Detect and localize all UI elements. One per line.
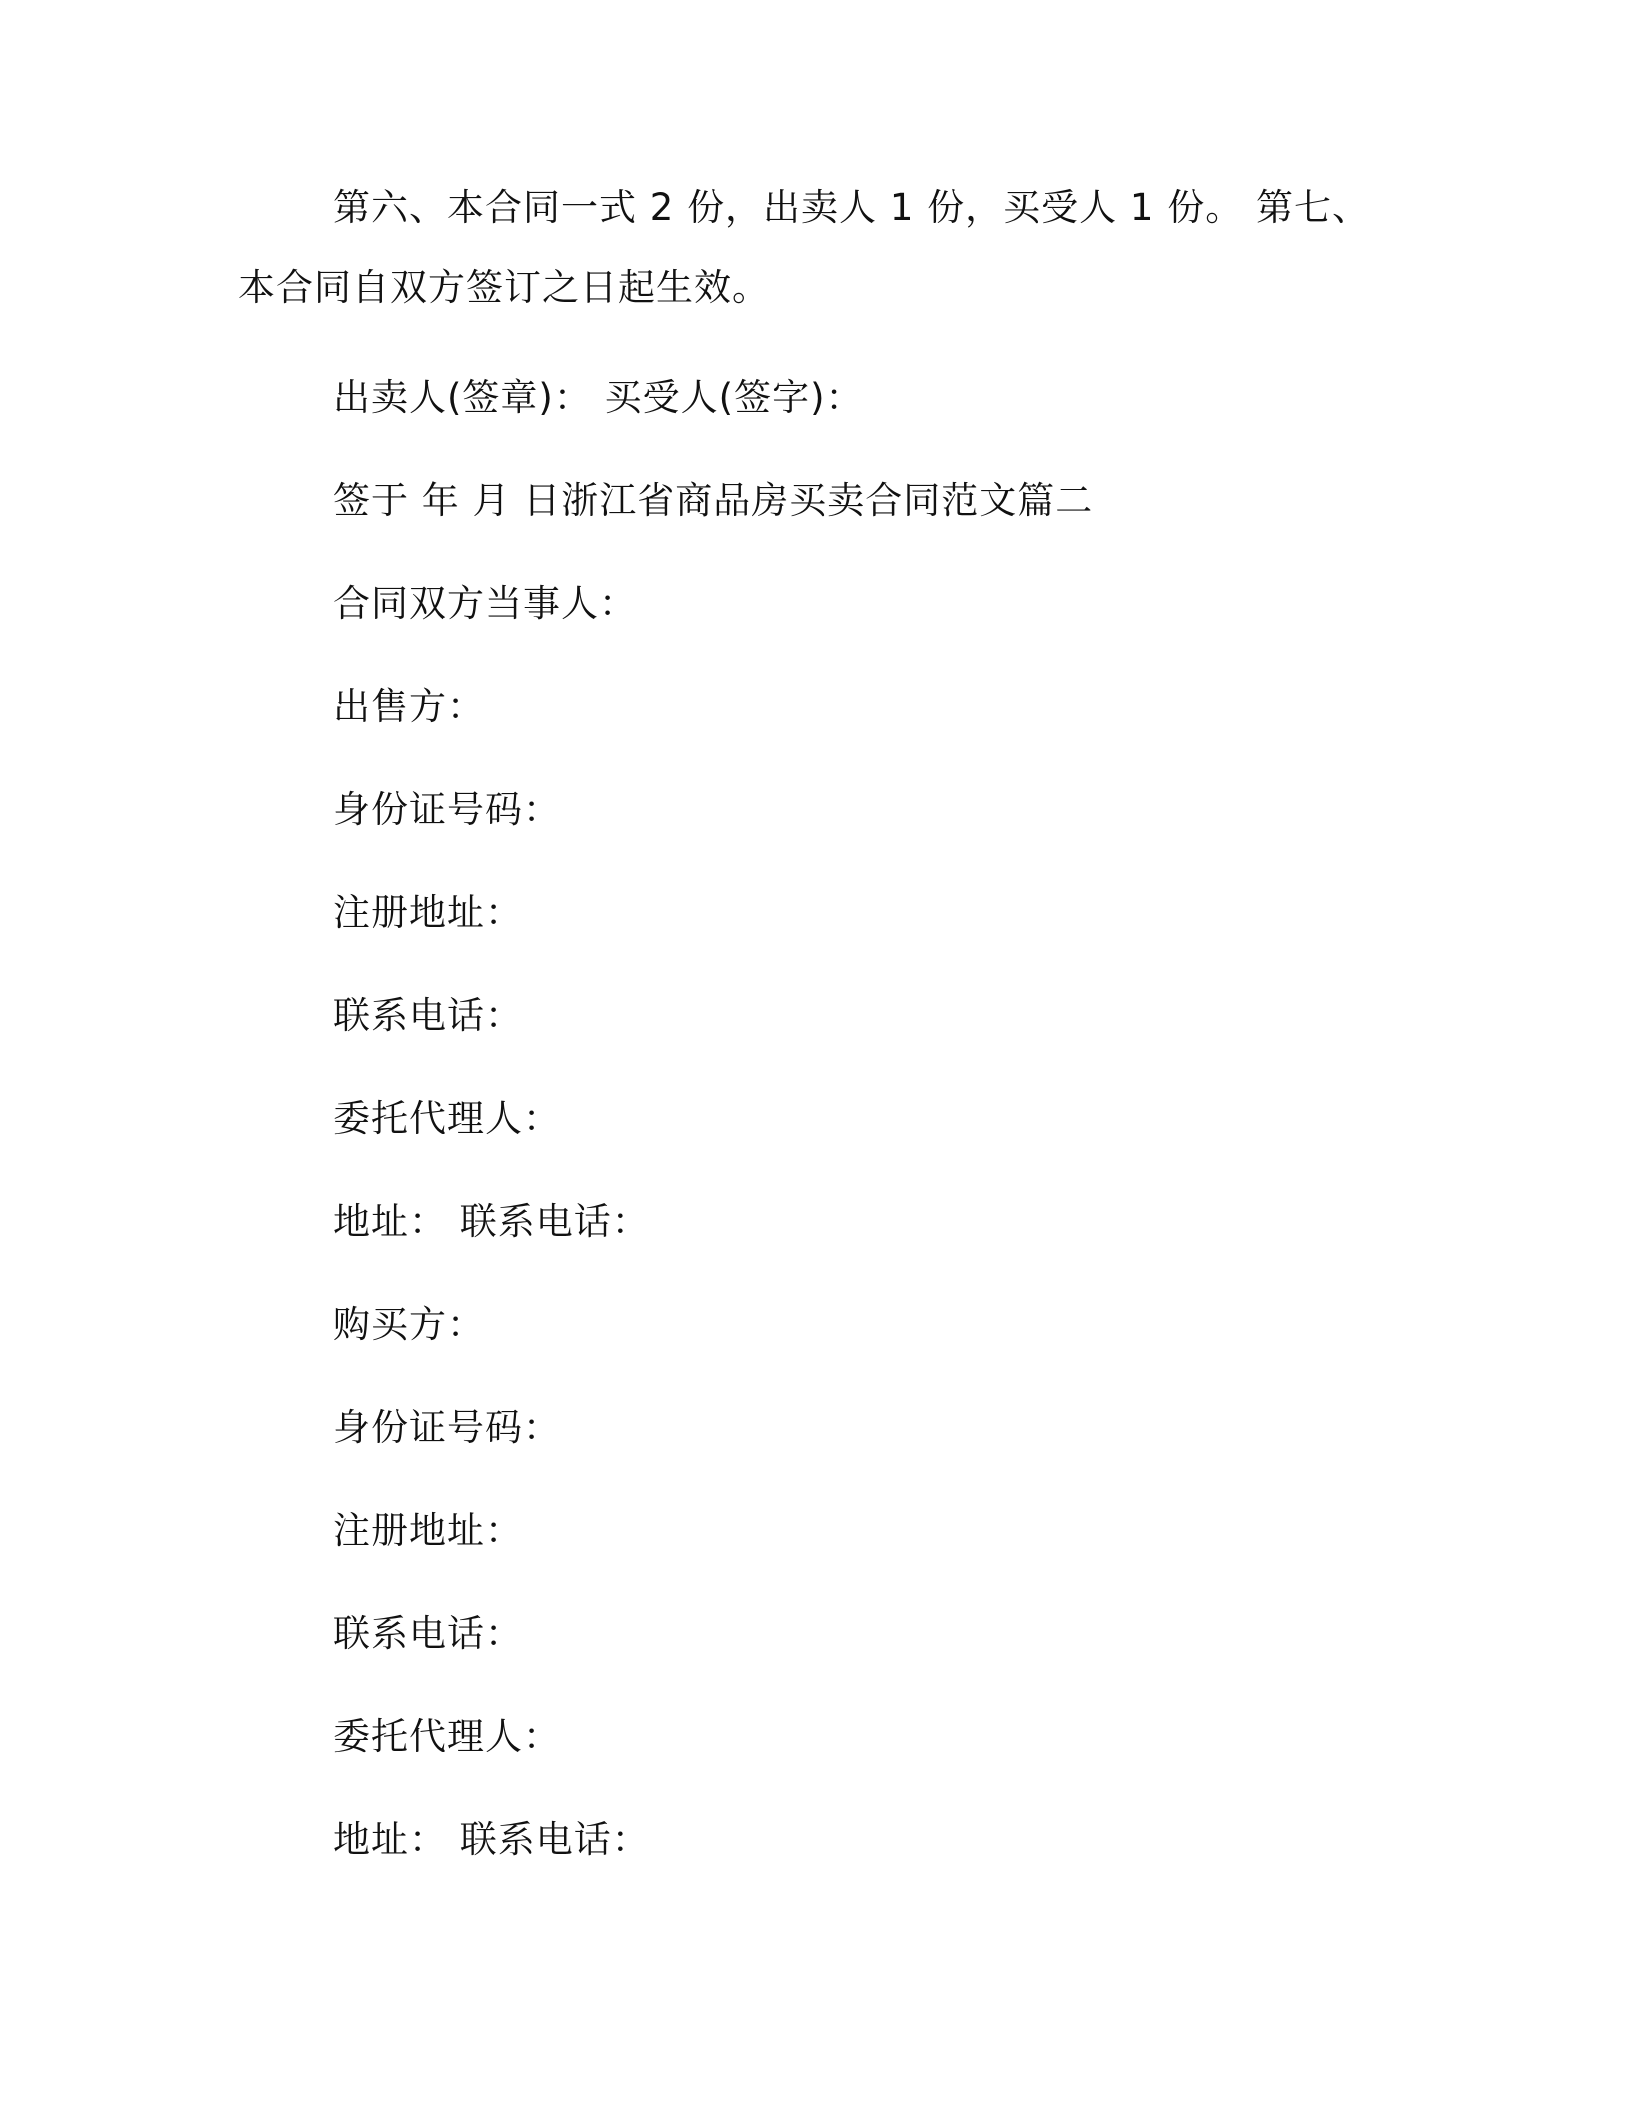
paragraph-seller-id: 身份证号码：: [333, 788, 561, 831]
paragraph-clause-six-seven: 第六、本合同一式 2 份，出卖人 1 份，买受人 1 份。 第七、本合同自双方签订之日起生效。: [238, 186, 1370, 309]
paragraph-buyer-address: 注册地址：: [333, 1509, 523, 1552]
paragraph-parties-heading: 合同双方当事人：: [333, 582, 637, 625]
paragraph-signed-date-title: 签于 年 月 日浙江省商品房买卖合同范文篇二: [333, 479, 1094, 522]
paragraph-seller-address: 注册地址：: [333, 891, 523, 934]
paragraph-buyer-id: 身份证号码：: [333, 1406, 561, 1449]
paragraph-buyer: 购买方：: [333, 1303, 485, 1346]
paragraph-signatures: 出卖人(签章)： 买受人(签字)：: [333, 376, 864, 419]
paragraph-seller-agent: 委托代理人：: [333, 1097, 561, 1140]
paragraph-seller: 出售方：: [333, 685, 485, 728]
paragraph-seller-phone: 联系电话：: [333, 994, 523, 1037]
paragraph-buyer-phone: 联系电话：: [333, 1612, 523, 1655]
paragraph-buyer-agent: 委托代理人：: [333, 1715, 561, 1758]
paragraph-seller-agent-contact: 地址： 联系电话：: [333, 1200, 650, 1243]
paragraph-buyer-agent-contact: 地址： 联系电话：: [333, 1818, 650, 1861]
